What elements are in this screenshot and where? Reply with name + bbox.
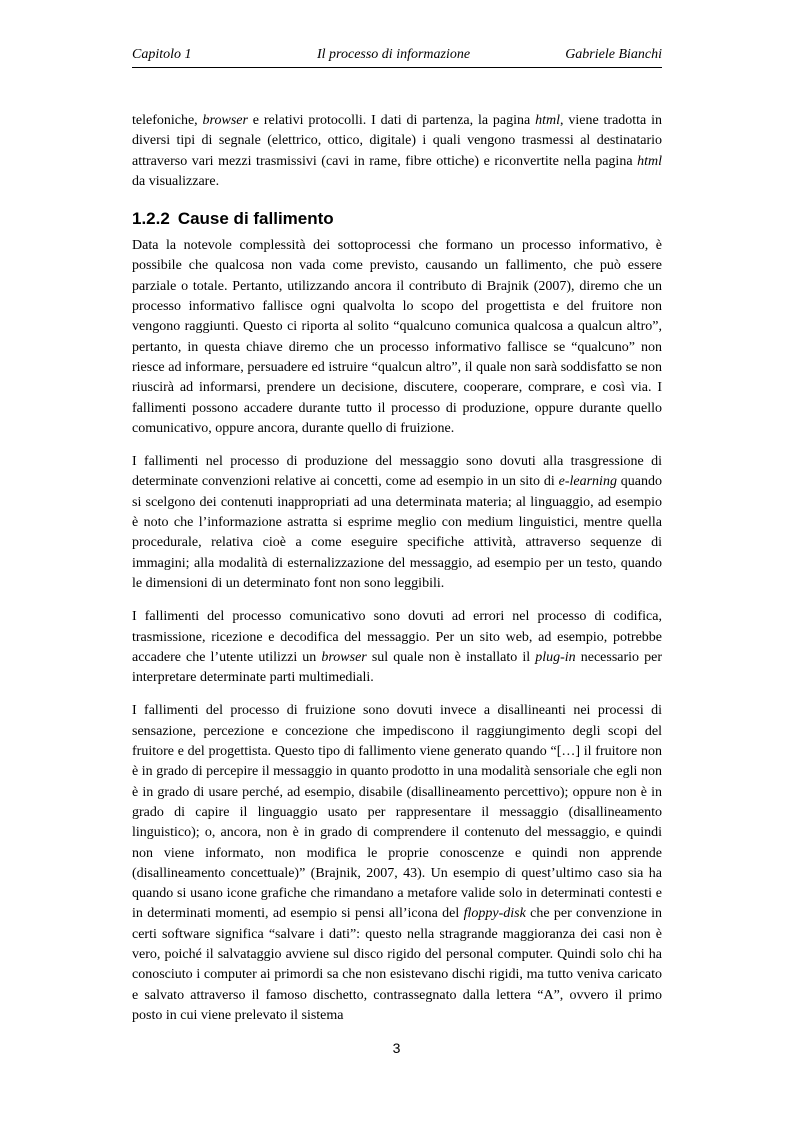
- text-run: che per convenzione in certi software significa “salvare i dati”: questo nella stragrande maggioranza dei casi non è vero, poiché il salvataggio avviene sul disco rigido del personal computer. Quindi solo chi ha conosciuto i computer ai primordi sa che non esistevano dischi rigidi, ma tutto veniva caricato e salvato attraverso il famoso dischetto, contrassegnato dalla lettera “A”, ovvero il primo posto in cui viene prelevato il sistema: [132, 906, 662, 1023]
- text-run: telefoniche,: [132, 113, 203, 128]
- italic-term: plug-in: [535, 649, 576, 665]
- section-heading: [132, 208, 662, 230]
- header-chapter: Capitolo 1: [132, 47, 192, 62]
- header-title: Il processo di informazione: [317, 47, 471, 62]
- text-run: I fallimenti nel processo di produzione del messaggio sono dovuti alla trasgressione di determinate convenzioni relative ai concetti, come ad esempio in un sito di: [132, 454, 662, 490]
- paragraph-fruition-failures: [132, 701, 662, 1026]
- italic-term: e-learning: [558, 474, 617, 490]
- text-run: I fallimenti del processo di fruizione sono dovuti invece a disallineanti nei processi di sensazione, percezione e concezione che impediscono il raggiungimento degli scopi del fruitore e del progettista. Questo tipo di fallimento viene generato quando “[…] il fruitore non è in grado di percepire il messaggio in quanto prodotto in una modalità sensoriale che egli non è in grado di usare perché, ad esempio, disabile (disallineamento percettivo); oppure non è in grado di capire il linguaggio usato per rappresentare il messaggio (disallineamento linguistico); o, ancora, non è in grado di comprendere il contenuto del messaggio, e quindi non viene informato, non modifica le proprie conoscenze e quindi non apprende (disallineamento concettuale)” (Brajnik, 2007, 43). Un esempio di quest’ultimo caso sia ha quando si usano icone grafiche che rimandano a metafore valide solo in determinati contesti e in determinati momenti, ad esempio si pensi all’icona del: [132, 703, 662, 922]
- italic-term: browser: [321, 649, 367, 665]
- text-run: quando si scelgono dei contenuti inappropriati ad una determinata materia; al linguaggio, ad esempio è noto che l’informazione astratta si esprime meglio con medium linguistici, mentre quella procedurale, relativa cioè a come eseguire specifiche attività, attraverso sequenze di immagini; alla modalità di esternalizzazione del messaggio, ad esempio per un testo, quando le dimensioni di un determinato font non sono leggibili.: [132, 474, 663, 591]
- paragraph-production-failures: [132, 452, 662, 594]
- text-run: necessario per interpretare determinate parti multimediali.: [132, 649, 662, 686]
- text-run: I fallimenti del processo comunicativo sono dovuti ad errori nel processo di codifica, trasmissione, ricezione e decodifica del messaggio. Per un sito web, ad esempio, potrebbe accadere che l’utente utilizzi un: [132, 609, 662, 665]
- paragraph-communication-failures: [132, 607, 662, 688]
- section-title: Cause di fallimento: [177, 209, 334, 229]
- italic-term: html: [535, 113, 560, 128]
- text-run: e relativi protocolli. I dati di partenza, la pagina: [247, 113, 536, 128]
- page-body: [132, 111, 662, 1039]
- italic-term: html: [637, 153, 662, 169]
- text-run: sul quale non è installato il: [366, 649, 536, 665]
- section-number: 1.2.2: [132, 209, 170, 229]
- paragraph-failures-overview: Data la notevole complessità dei sottoprocessi che formano un processo informativo, è possibile che qualcosa non vada come previsto, causando un fallimento, che può essere parziale o totale. Pertanto, utilizzando ancora il contributo di Brajnik (2007), diremo che un processo informativo fallisce ogni qualvolta lo scopo del progettista e del fruitore non vengono raggiunti. Questo ci riporta al solito “qualcuno comunica qualcosa a qualcun altro”, pertanto, in questa chiave diremo che un processo informativo fallisce se “qualcuno” non riesce ad informare, persuadere ed istruire “qualcun altro”, il quale non sarà soddisfatto se non riuscirà ad informarsi, prendere un decisione, discutere, cooperare, comprare, e così via. I fallimenti possono accadere durante tutto il processo di produzione, oppure durante quello comunicativo, oppure ancora, durante quello di fruizione.: [132, 238, 662, 436]
- italic-term: floppy-disk: [463, 906, 526, 922]
- header-author: Gabriele Bianchi: [565, 47, 662, 62]
- page-header: [132, 47, 662, 68]
- text-run: , viene tradotta in diversi tipi di segnale (elettrico, ottico, digitale) i quali vengono trasmessi al destinatario attraverso vari mezzi trasmissivi (cavi in rame, fibre ottiche) e riconvertite nella pagina: [132, 113, 663, 169]
- text-run: da visualizzare.: [132, 173, 220, 189]
- intro-paragraph: [132, 111, 662, 192]
- italic-term: browser: [202, 113, 248, 128]
- page-number: 3: [392, 1040, 401, 1056]
